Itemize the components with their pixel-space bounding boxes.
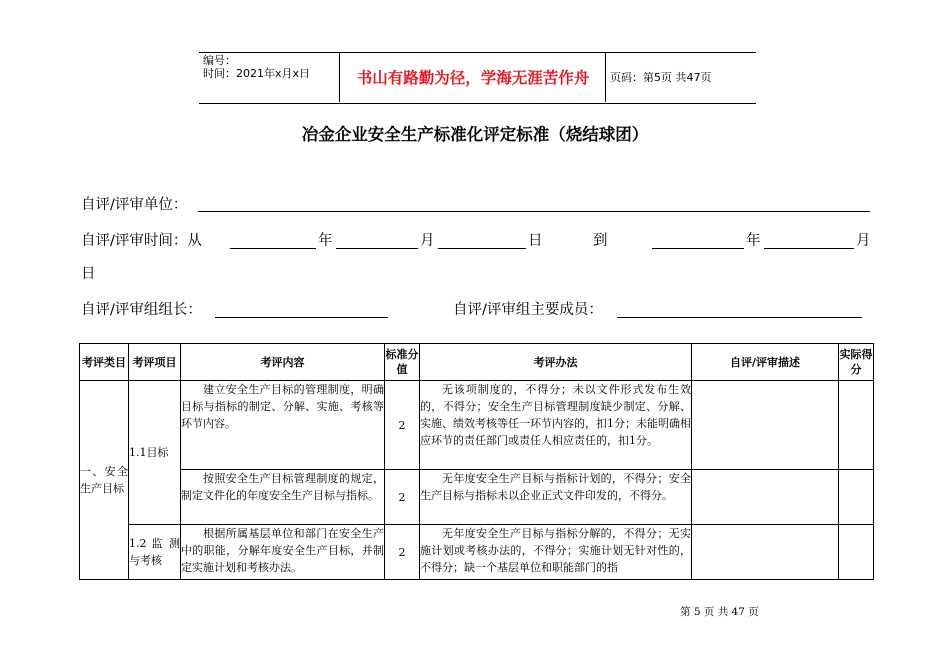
start-day-blank[interactable] — [438, 248, 526, 249]
score-cell: 2 — [385, 381, 420, 470]
leader-blank[interactable] — [215, 317, 388, 318]
content-cell: 建立安全生产目标的管理制度，明确目标与指标的制定、分解、实施、考核等环节内容。 — [181, 381, 385, 470]
method-cell: 无年度安全生产目标与指标分解的，不得分；无实施计划或考核办法的，不得分；实施计划无针对性的，不得分；缺一个基层单位和职能部门的指 — [420, 525, 692, 580]
header-meta — [199, 52, 340, 102]
evaluation-table — [79, 343, 874, 580]
header-method: 考评办法 — [420, 344, 692, 381]
method-cell: 无年度安全生产目标与指标计划的，不得分；安全生产目标与指标未以企业正式文件印发的，不得分。 — [420, 470, 692, 525]
start-day-label: 日 — [528, 233, 543, 249]
end-month-label: 月 — [856, 233, 871, 249]
start-month-label: 月 — [420, 233, 435, 249]
end-month-blank[interactable] — [764, 248, 854, 249]
header-description: 自评/评审描述 — [692, 344, 839, 381]
end-year-blank[interactable] — [652, 248, 744, 249]
end-year-label: 年 — [746, 233, 761, 249]
description-cell[interactable] — [692, 381, 839, 470]
table-row — [80, 381, 874, 470]
header-number-label: 编号： — [203, 54, 236, 67]
time-label: 自评/评审时间：从 — [81, 233, 202, 249]
item-cell-1-1: 1.1目标 — [129, 381, 181, 525]
start-year-label: 年 — [318, 233, 333, 249]
header-page-label: 页码：第5页 共47页 — [610, 71, 712, 84]
actual-score-cell[interactable] — [839, 470, 874, 525]
header-category: 考评类目 — [80, 344, 129, 381]
start-month-blank[interactable] — [336, 248, 418, 249]
actual-score-cell[interactable] — [839, 381, 874, 470]
method-cell: 无该项制度的，不得分；未以文件形式发布生效的，不得分；安全生产目标管理制度缺少制定、分解、实施、绩效考核等任一环节内容的，扣1分；未能明确相应环节的责任部门或责任人相应责任的，扣1分。 — [420, 381, 692, 470]
unit-blank[interactable] — [198, 211, 870, 212]
header-actual-score: 实际得分 — [839, 344, 874, 381]
unit-label: 自评/评审单位： — [81, 197, 188, 213]
table-row — [80, 525, 874, 580]
score-cell: 2 — [385, 470, 420, 525]
item-cell-1-2: 1.2 监 测与考核 — [129, 525, 181, 580]
category-cell: 一、安全生产目标 — [80, 381, 129, 580]
end-day-label: 日 — [81, 266, 96, 282]
members-label: 自评/评审组主要成员： — [453, 302, 603, 318]
members-blank[interactable] — [617, 317, 862, 318]
table-row — [80, 470, 874, 525]
content-cell: 根据所属基层单位和部门在安全生产中的职能，分解年度安全生产目标，并制定实施计划和考核办法。 — [181, 525, 385, 580]
description-cell[interactable] — [692, 470, 839, 525]
header-content: 考评内容 — [181, 344, 385, 381]
table-header-row — [80, 344, 874, 381]
content-cell: 按照安全生产目标管理制度的规定，制定文件化的年度安全生产目标与指标。 — [181, 470, 385, 525]
to-label: 到 — [593, 233, 608, 249]
start-year-blank[interactable] — [230, 248, 316, 249]
header-item: 考评项目 — [129, 344, 181, 381]
document-title: 冶金企业安全生产标准化评定标准（烧结球团） — [301, 125, 649, 144]
leader-label: 自评/评审组组长： — [81, 302, 202, 318]
score-cell: 2 — [385, 525, 420, 580]
description-cell[interactable] — [692, 525, 839, 580]
header-standard-score: 标准分值 — [385, 344, 420, 381]
actual-score-cell[interactable] — [839, 525, 874, 580]
header-time-label: 时间：2021年x月x日 — [203, 67, 311, 80]
page-footer: 第 5 页 共 47 页 — [680, 606, 759, 618]
header-motto: 书山有路勤为径，学海无涯苦作舟 — [341, 52, 606, 102]
